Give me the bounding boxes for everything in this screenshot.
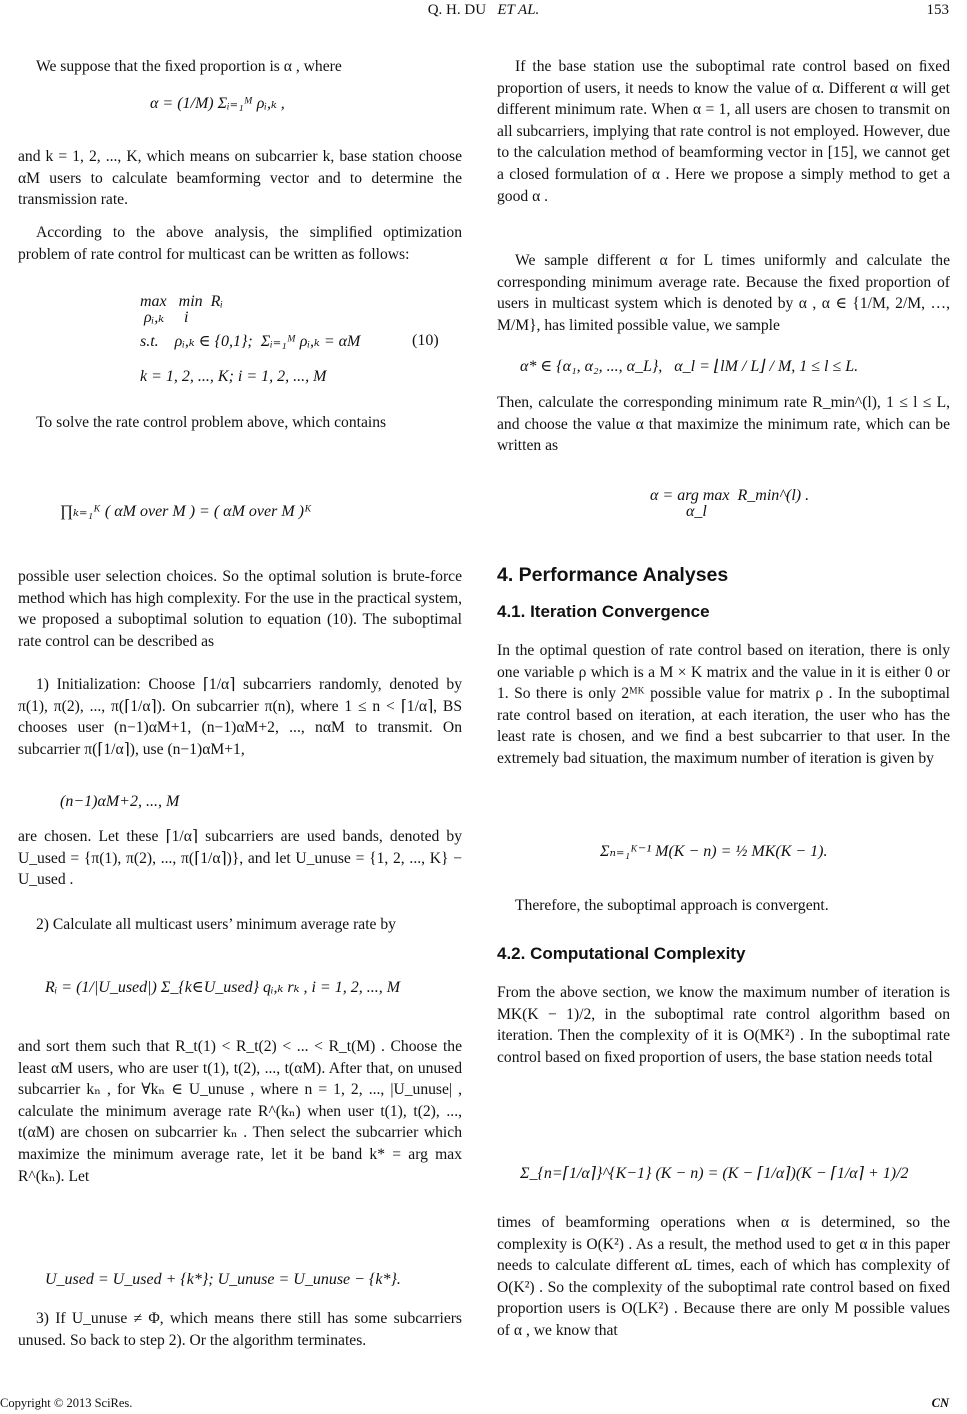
equation-iterations: Σₙ₌₁ᴷ⁻¹ M(K − n) = ½ MK(K − 1). [600, 843, 828, 860]
subsection-heading: 4.1. Iteration Convergence [497, 602, 710, 621]
equation-update-sets: U_used = U_used + {k*}; U_unuse = U_unuse − {k*}. [45, 1271, 401, 1288]
journal-abbrev: CN [931, 1396, 949, 1410]
paragraph: Therefore, the suboptimal approach is convergent. [515, 897, 829, 914]
page-number: 153 [926, 2, 949, 18]
paragraph-step-3: 3) If U_unuse ≠ Φ, which means there still has some subcarriers unused. So back to step 2). Or the algorithm terminates. [18, 1310, 462, 1349]
paragraph: possible user selection choices. So the optimal solution is brute-force method which has high complexity. For the use in the practical system, we proposed a suboptimal solution to equation (10). The suboptimal rate control can be described as [18, 568, 462, 650]
copyright: Copyright © 2013 SciRes. [0, 1396, 133, 1410]
equation-number: (10) [412, 332, 439, 349]
running-header [0, 2, 967, 19]
equation-argmax: α = arg max R_min^(l) . α_l [650, 487, 810, 520]
paragraph: If the base station use the suboptimal rate control based on ﬁxed proportion of users, it needs to know the value of α. Different α will get different minimum rate. When α = 1, all users are chosen to transmit on all subcarriers, implying that rate control is not employed. However, due to the calculation method of beamforming vector in [15], we cannot get a closed formulation of α . Here we propose a simply method to get a good α . [497, 58, 950, 205]
paragraph: From the above section, we know the maximum number of iteration is MK(K − 1)/2, in the suboptimal rate control algorithm based on iteration. Then the complexity of it is O(MK²) . In the suboptimal rate control based on ﬁxed proportion of users, the base station needs total [497, 984, 950, 1066]
header-authors: Q. H. DU [427, 2, 487, 18]
paragraph: We sample different α for L times uniformly and calculate the corresponding minimum average rate. Because the ﬁxed proportion of users in multicast system which is denoted by α , α ∈ {1/M, 2/M, …, M/M}, has limited possible value, we sample [497, 252, 950, 334]
paragraph: are chosen. Let these ⌈1/α⌉ subcarriers are used bands, denoted by U_used = {π(1), π(2), ..., π(⌈1/α⌉)}, and let U_unuse = {1, 2, ..., K} − U_used . [18, 828, 462, 889]
paragraph: To solve the rate control problem above, which contains [36, 414, 387, 431]
equation-10-objective: max min Rᵢ ρᵢ,ₖ i [140, 293, 223, 326]
paragraph: times of beamforming operations when α is determined, so the complexity is O(K²) . As a result, the method used to get α in this paper needs to calculate different αL times, each of which has complexity of O(K²) . So the complexity of the suboptimal rate control based on ﬁxed proportion users is O(LK²) . Because there are only M possible values of α , we know that [497, 1214, 950, 1339]
paragraph: Then, calculate the corresponding minimum rate R_min^(l), 1 ≤ l ≤ L, and choose the value α that maximize the minimum rate, which can be written as [497, 394, 950, 455]
equation-users: (n−1)αM+2, ..., M [60, 793, 180, 810]
section-heading: 4. Performance Analyses [497, 564, 729, 586]
paragraph-step-1: 1) Initialization: Choose ⌈1/α⌉ subcarriers randomly, denoted by π(1), π(2), ..., π(⌈1/α⌉). On subcarrier π(n), where 1 ≤ n < ⌈1/α⌉, BS chooses user (n−1)αM+1, (n−1)αM+2, ..., nαM to transmit. On subcarrier π(⌈1/α⌉), use (n−1)αM+1, [18, 676, 462, 758]
paragraph: We suppose that the ﬁxed proportion is α , where [36, 58, 342, 75]
paragraph-step-2: 2) Calculate all multicast users’ minimum average rate by [36, 916, 396, 933]
paragraph: According to the above analysis, the simpliﬁed optimization problem of rate control for multicast can be written as follows: [18, 224, 462, 263]
subsection-heading: 4.2. Computational Complexity [497, 944, 746, 963]
equation-10-indices: k = 1, 2, ..., K; i = 1, 2, ..., M [140, 368, 327, 385]
equation-combinations: ∏ₖ₌₁ᴷ ( αM over M ) = ( αM over M )ᴷ [60, 503, 312, 520]
equation-beamforming-count: Σ_{n=⌈1/α⌉}^{K−1} (K − n) = (K − ⌈1/α⌉)(K − ⌈1/α⌉ + 1)/2 [520, 1165, 909, 1182]
header-etal: ET AL. [497, 2, 540, 18]
paragraph: and k = 1, 2, ..., K, which means on subcarrier k, base station choose αM users to calculate beamforming vector and to determine the transmission rate. [18, 148, 462, 209]
equation-alpha: α = (1/M) Σᵢ₌₁ᴹ ρᵢ,ₖ , [150, 95, 285, 112]
paragraph: In the optimal question of rate control based on iteration, there is only one variable ρ which is a M × K matrix and the value in it is either 0 or 1. So there is only 2ᴹᴷ possible value for matrix ρ . In the suboptimal rate control based on iteration, at each iteration, the user who has the least rate is chosen, and we ﬁnd a best subcarrier to that user. In the extremely bad situation, the maximum number of iteration is given by [497, 642, 950, 767]
equation-10-constraint: s.t. ρᵢ,ₖ ∈ {0,1}; Σᵢ₌₁ᴹ ρᵢ,ₖ = αM [140, 333, 361, 350]
paragraph: and sort them such that R_t(1) < R_t(2) < ... < R_t(M) . Choose the least αM users, who are user t(1), t(2), ..., t(αM). After that, on unused subcarrier kₙ , for ∀kₙ ∈ U_unuse , where n = 1, 2, ..., |U_unuse| , calculate the minimum average rate R^(kₙ) when user t(1), t(2), ..., t(αM) are chosen on subcarrier kₙ . Then select the subcarrier which maximize the minimum average rate, let it be band k* = arg max R^(kₙ). Let [18, 1038, 462, 1185]
equation-min-rate: Rᵢ = (1/|U_used|) Σ_{k∈U_used} qᵢ,ₖ rₖ , i = 1, 2, ..., M [45, 979, 401, 996]
equation-sampling: α* ∈ {α₁, α₂, ..., α_L}, α_l = ⌊lM / L⌋ / M, 1 ≤ l ≤ L. [520, 358, 859, 375]
